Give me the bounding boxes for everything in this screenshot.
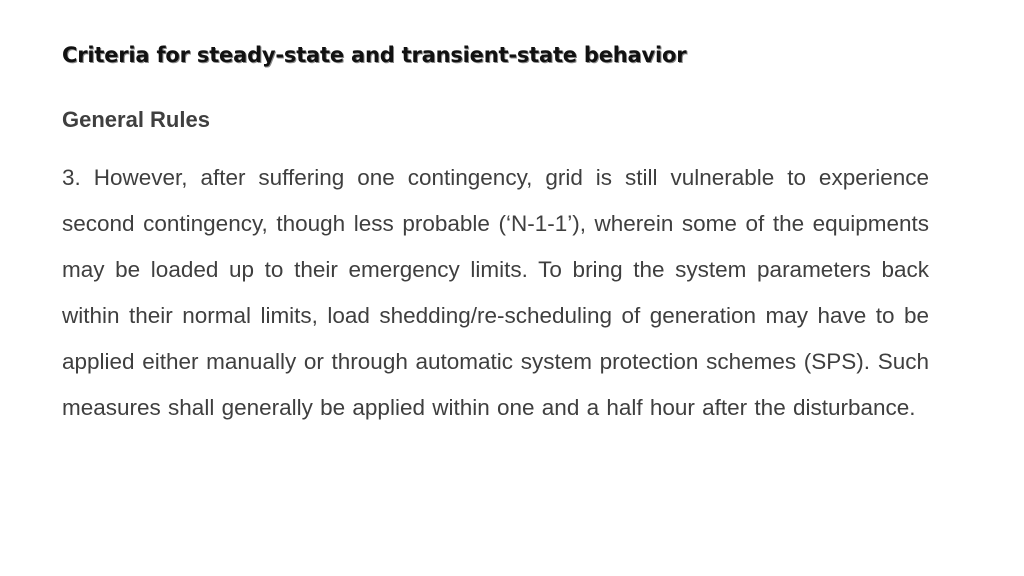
section-heading: General Rules bbox=[62, 107, 210, 132]
slide-title: Criteria for steady-state and transient-state behavior bbox=[62, 43, 687, 67]
body-paragraph: 3. However, after suffering one contingency, grid is still vulnerable to experience second contingency, though less probable (‘N-1-1’), wherein some of the equipments may be loaded up to their emergency limits. To bring the system parameters back within their normal limits, load shedding/re-scheduling of generation may have to be applied either manually or through automatic system protection schemes (SPS). Such measures shall generally be applied within one and a half hour after the disturbance. bbox=[62, 165, 929, 420]
